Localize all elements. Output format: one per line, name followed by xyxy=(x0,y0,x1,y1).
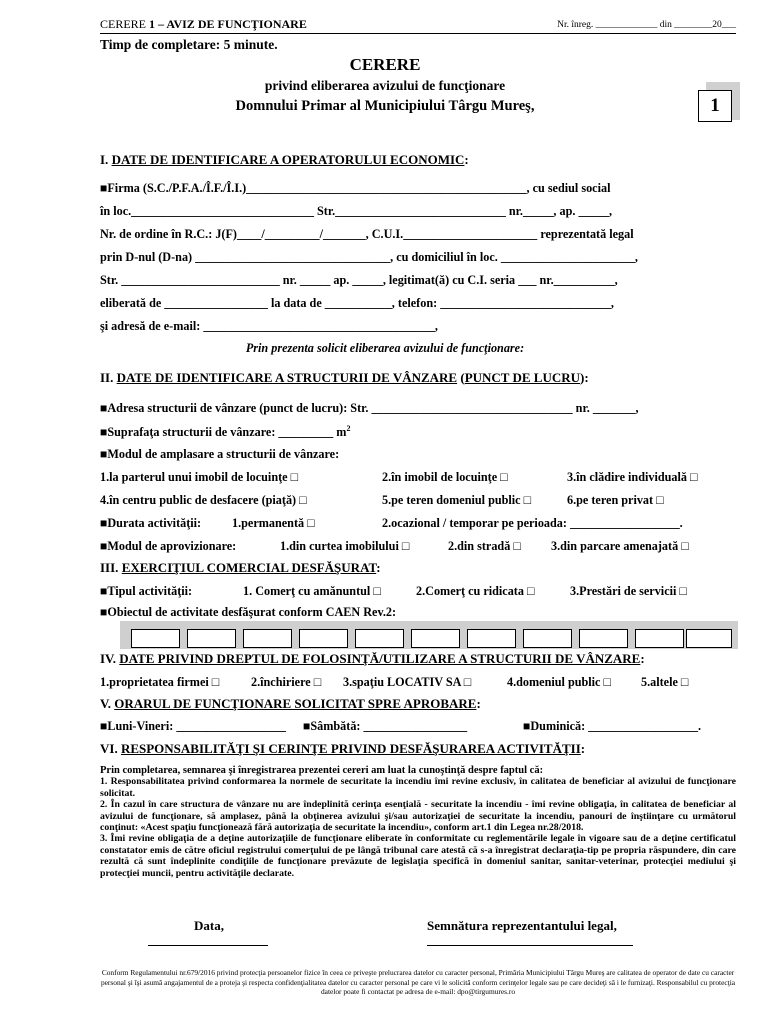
caen-code-box[interactable] xyxy=(243,629,292,648)
placement-option-3[interactable]: 3.în clădire individuală □ xyxy=(567,470,698,484)
caen-code-box[interactable] xyxy=(131,629,180,648)
supply-option-2[interactable]: 2.din stradă □ xyxy=(448,539,521,553)
usage-option-1[interactable]: 1.proprietatea firmei □ xyxy=(100,675,220,689)
caen-code-box[interactable] xyxy=(686,629,732,648)
responsibilities-text xyxy=(100,765,736,879)
signature-label: Semnătura reprezentantului legal, xyxy=(427,918,617,933)
signature-field[interactable] xyxy=(427,945,633,946)
duration-label: ■Durata activităţii: xyxy=(100,516,202,530)
email-field[interactable]: şi adresă de e-mail: ______________________________________, xyxy=(100,319,438,333)
completion-time: Timp de completare: 5 minute. xyxy=(100,37,278,52)
form-number: 1 xyxy=(149,17,156,31)
schedule-sunday-field[interactable]: ■Duminică: __________________. xyxy=(523,719,701,733)
caen-code-box[interactable] xyxy=(523,629,572,648)
placement-option-6[interactable]: 6.pe teren privat □ xyxy=(567,493,664,507)
duration-option-2[interactable]: 2.ocazional / temporar pe perioada: __________________. xyxy=(382,516,683,530)
form-header-title xyxy=(100,17,307,32)
usage-option-5[interactable]: 5.altele □ xyxy=(641,675,689,689)
surface-field[interactable]: ■Suprafaţa structurii de vânzare: _________ $m^2$ xyxy=(100,424,351,440)
section-4-heading: IV. DATE PRIVIND DREPTUL DE FOLOSINŢĂ/UTILIZARE A STRUCTURII DE VÂNZARE: xyxy=(100,651,645,666)
caen-code-box[interactable] xyxy=(299,629,348,648)
form-name: – AVIZ DE FUNCŢIONARE xyxy=(158,17,307,31)
company-address-field[interactable]: în loc.______________________________ Str.____________________________ nr._____, ap. _____, xyxy=(100,204,613,218)
form-header-bar xyxy=(100,16,736,34)
section-5-heading: V. ORARUL DE FUNCŢIONARE SOLICITAT SPRE APROBARE: xyxy=(100,696,481,711)
section-2-heading: II. DATE DE IDENTIFICARE A STRUCTURII DE VÂNZARE (PUNCT DE LUCRU): xyxy=(100,370,589,385)
section-3-heading: III. EXERCIŢIUL COMERCIAL DESFĂŞURAT: xyxy=(100,560,381,575)
caen-code-box[interactable] xyxy=(411,629,460,648)
placement-option-5[interactable]: 5.pe teren domeniul public □ xyxy=(382,493,531,507)
schedule-saturday-field[interactable]: ■Sâmbătă: _________________ xyxy=(303,719,468,733)
responsibility-point-2: 2. În cazul în care structura de vânzare nu are îndeplinită cerinţa esenţială - securitate la incendiu - îmi revine obligaţia, în calitatea de beneficiar al avizului de funcţionare, să amplasez, până la obţinerea avizului şi/sau autorizaţiei de securitate la incendiu, panouri de înştiinţare cu următorul conţinut: «Acest spaţiu funcţionează fără autorizaţia de securitate la incendiu», conform art.1 din Legea nr.28/2018. xyxy=(100,799,736,834)
responsibility-point-1: 1. Responsabilitatea privind conformarea la normele de securitate la incendiu îmi revine exclusiv, în calitatea de beneficiar al avizului de funcţionare solicitat. xyxy=(100,776,736,799)
responsibilities-intro: Prin completarea, semnarea şi înregistrarea prezentei cereri am luat la cunoştinţă despre faptul că: xyxy=(100,765,544,776)
representative-field[interactable]: prin D-nul (D-na) ________________________________, cu domiciliul în loc. ______________________, xyxy=(100,250,638,264)
schedule-weekdays-field[interactable]: ■Luni-Vineri: __________________ xyxy=(100,719,287,733)
placement-option-1[interactable]: 1.la parterul unui imobil de locuinţe □ xyxy=(100,470,298,484)
section-1-heading: I. DATE DE IDENTIFICARE A OPERATORULUI ECONOMIC: xyxy=(100,152,469,167)
placement-label: ■Modul de amplasare a structurii de vânzare: xyxy=(100,447,340,461)
date-field[interactable] xyxy=(148,945,268,946)
activity-type-option-3[interactable]: 3.Prestări de servicii □ xyxy=(570,584,687,598)
placement-option-2[interactable]: 2.în imobil de locuinţe □ xyxy=(382,470,508,484)
request-statement: Prin prezenta solicit eliberarea avizului de funcţionare: xyxy=(245,341,525,355)
caen-code-box[interactable] xyxy=(579,629,628,648)
gdpr-footer: Conform Regulamentului nr.679/2016 privind protecţia persoanelor fizice în ceea ce priveşte prelucrarea datelor cu caracter personal, Primăria Municipiului Târgu Mureş are calitatea de operator de date cu caracter personal şi îşi asumă angajamentul de a proteja şi respecta confidenţialitatea datelor cu caracter personal pe care vi le solicită conform cerinţelor legale sau pe care decideţi să i le furnizaţi. Responsabilul cu protecţia datelor poate fi contactat pe adresa de e-mail: dpo@tirgumures.ro xyxy=(100,968,736,997)
form-number-box: 1 xyxy=(698,90,732,122)
document-title: CERERE xyxy=(349,55,421,74)
caen-code-box[interactable] xyxy=(187,629,236,648)
section-6-heading: VI. RESPONSABILITĂŢI ŞI CERINŢE PRIVIND DESFĂŞURAREA ACTIVITĂŢII: xyxy=(100,741,586,756)
duration-option-1[interactable]: 1.permanentă □ xyxy=(232,516,315,530)
caen-label: ■Obiectul de activitate desfăşurat conform CAEN Rev.2: xyxy=(100,605,397,619)
activity-type-option-1[interactable]: 1. Comerţ cu amănuntul □ xyxy=(243,584,381,598)
registration-number-field[interactable]: Nr. înreg. _____________ din ________20___ xyxy=(557,20,736,30)
document-subtitle: privind eliberarea avizului de funcţionare xyxy=(264,78,506,93)
sales-structure-address-field[interactable]: ■Adresa structurii de vânzare (punct de lucru): Str. _________________________________ nr. _______, xyxy=(100,401,639,415)
id-issue-phone-field[interactable]: eliberată de _________________ la data de ___________, telefon: ____________________________, xyxy=(100,296,614,310)
document-addressee: Domnului Primar al Municipiului Târgu Mureş, xyxy=(235,98,535,114)
caen-code-box[interactable] xyxy=(355,629,404,648)
usage-option-3[interactable]: 3.spaţiu LOCATIV SA □ xyxy=(343,675,472,689)
date-label: Data, xyxy=(194,918,224,933)
supply-option-3[interactable]: 3.din parcare amenajată □ xyxy=(551,539,689,553)
form-code: CERERE xyxy=(100,17,147,31)
usage-option-4[interactable]: 4.domeniul public □ xyxy=(507,675,611,689)
responsibility-point-3: 3. Îmi revine obligaţia de a deţine autorizaţiile de funcţionare eliberate în conformitate cu reglementările legale în vigoare sau de a deţine certificatul constatator emis de către oficiul registrului comerţului de pe lângă tribunal care atestă că s-a înregistrat declaraţia-tip pe propria răspundere, din care rezultă că sunt îndeplinite condiţiile de funcţionare prevăzute de legislaţia specifică în domeniul sanitar, sanitar-veterinar, protecţiei mediului şi protecţiei muncii, pentru activităţile declarate. xyxy=(100,833,736,879)
placement-option-4[interactable]: 4.în centru public de desfacere (piaţă) □ xyxy=(100,493,307,507)
usage-option-2[interactable]: 2.închiriere □ xyxy=(251,675,322,689)
supply-option-1[interactable]: 1.din curtea imobilului □ xyxy=(280,539,410,553)
activity-type-label: ■Tipul activităţii: xyxy=(100,584,193,598)
supply-label: ■Modul de aprovizionare: xyxy=(100,539,237,553)
registration-cui-field[interactable]: Nr. de ordine în R.C.: J(F)____/_________/_______, C.U.I.______________________ reprezentată legal xyxy=(100,227,634,241)
representative-address-field[interactable]: Str. __________________________ nr. _____ ap. _____, legitimat(ă) cu C.I. seria ___ nr.__________, xyxy=(100,273,618,287)
activity-type-option-2[interactable]: 2.Comerţ cu ridicata □ xyxy=(416,584,535,598)
caen-code-box[interactable] xyxy=(635,629,684,648)
caen-code-box[interactable] xyxy=(467,629,516,648)
company-name-field[interactable]: ■Firma (S.C./P.F.A./Î.F./Î.I.)______________________________________________, cu sediul social xyxy=(100,181,611,195)
